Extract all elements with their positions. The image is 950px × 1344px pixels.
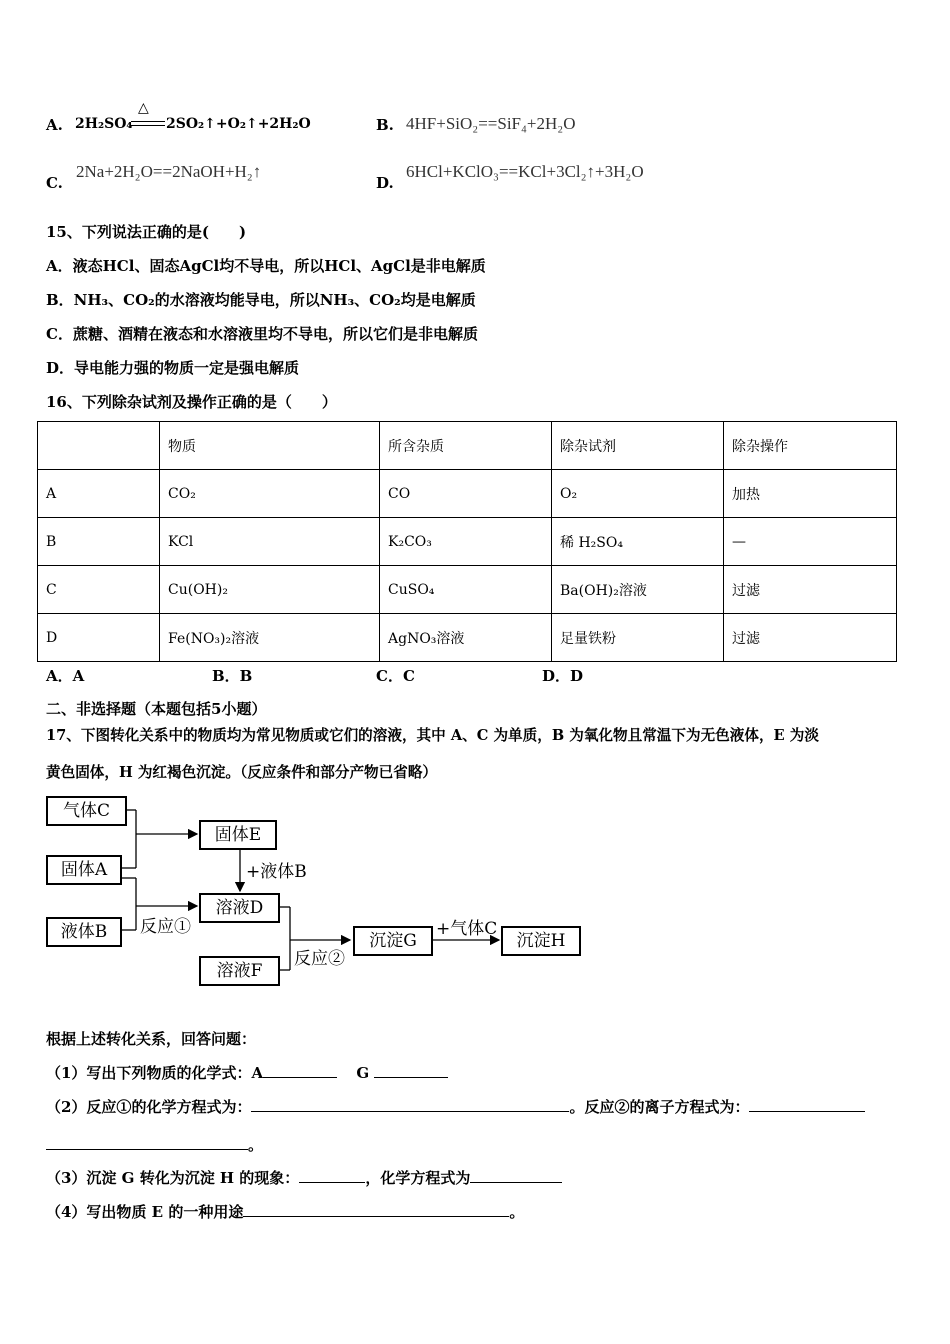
answer-blank-phenomenon[interactable]	[299, 1168, 365, 1183]
q14-option-b-label: B.	[376, 116, 394, 134]
table-cell: C	[38, 566, 160, 614]
table-cell: Fe(NO₃)₂溶液	[160, 614, 380, 662]
answer-blank-reaction2-a[interactable]	[749, 1097, 865, 1112]
table-cell: 过滤	[724, 566, 897, 614]
q17-part2-mid: 。反应②的离子方程式为：	[569, 1098, 750, 1116]
table-cell: Ba(OH)₂溶液	[552, 566, 724, 614]
table-cell: 过滤	[724, 614, 897, 662]
table-header-cell: 除杂试剂	[552, 422, 724, 470]
answer-blank-equation[interactable]	[470, 1168, 562, 1183]
q17-part2-text: （2）反应①的化学方程式为：	[46, 1098, 252, 1116]
table-cell: AgNO₃溶液	[380, 614, 552, 662]
q17-part4-end: 。	[509, 1203, 525, 1221]
table-cell: K₂CO₃	[380, 518, 552, 566]
table-cell: —	[724, 518, 897, 566]
table-cell: KCl	[160, 518, 380, 566]
box-solid-a: 固体A	[46, 855, 122, 885]
table-cell: 稀 H₂SO₄	[552, 518, 724, 566]
box-gas-c: 气体C	[46, 796, 127, 826]
answer-blank-reaction2-b[interactable]	[46, 1135, 248, 1150]
q17-part1	[46, 1062, 448, 1083]
box-solid-e: 固体E	[199, 820, 277, 850]
q14-option-a-condition: △	[138, 100, 149, 116]
table-cell: B	[38, 518, 160, 566]
q16-answer-d: D．D	[542, 667, 584, 685]
q17-part1-g-label: G	[356, 1064, 370, 1082]
table-header-cell: 所含杂质	[380, 422, 552, 470]
q15-option-b: B．NH₃、CO₂的水溶液均能导电，所以NH₃、CO₂均是电解质	[46, 291, 476, 309]
answer-blank-use[interactable]	[243, 1202, 509, 1217]
table-header-cell: 物质	[160, 422, 380, 470]
q15-option-d: D．导电能力强的物质一定是强电解质	[46, 359, 300, 377]
box-solution-f: 溶液F	[199, 956, 280, 986]
label-plus-gas-c: +气体C	[436, 919, 498, 939]
answer-blank-reaction1[interactable]	[251, 1097, 569, 1112]
q14-option-a-left: 2H₂SO₄	[75, 116, 133, 132]
box-precipitate-h: 沉淀H	[501, 926, 581, 956]
q17-stem-line2: 黄色固体，H 为红褐色沉淀。（反应条件和部分产物已省略）	[46, 764, 438, 781]
q17-part3	[46, 1167, 562, 1188]
q17-part2-cont	[46, 1134, 263, 1155]
section-title: 二、非选择题（本题包括5小题）	[46, 700, 267, 718]
q16-answer-a: A．A	[46, 667, 85, 685]
table-cell: CO	[380, 470, 552, 518]
q14-option-d-label: D.	[376, 174, 394, 192]
label-reaction-2: 反应②	[294, 949, 345, 969]
q14-option-a-label: A.	[46, 116, 63, 134]
table-cell: A	[38, 470, 160, 518]
box-solution-d: 溶液D	[199, 893, 280, 923]
table-cell: CuSO₄	[380, 566, 552, 614]
table-cell: CO₂	[160, 470, 380, 518]
q17-stem-line1: 17、下图转化关系中的物质均为常见物质或它们的溶液，其中 A、C 为单质，B 为氧化物且常温下为无色液体，E 为淡	[46, 727, 819, 744]
table-header-cell: 除杂操作	[724, 422, 897, 470]
table-cell: 足量铁粉	[552, 614, 724, 662]
table-cell: 加热	[724, 470, 897, 518]
q14-option-b-equation: 4HF+SiO₂==SiF₄+2H₂O	[406, 114, 576, 133]
table-cell: O₂	[552, 470, 724, 518]
q17-part2	[46, 1096, 865, 1117]
q14-option-a-right: 2SO₂↑+O₂↑+2H₂O	[166, 116, 311, 132]
label-reaction-1: 反应①	[140, 917, 191, 937]
q17-part3-text: （3）沉淀 G 转化为沉淀 H 的现象：	[46, 1169, 300, 1187]
q14-option-d-equation: 6HCl+KClO₃==KCl+3Cl₂↑+3H₂O	[406, 162, 644, 181]
q14-option-c-equation: 2Na+2H₂O==2NaOH+H₂↑	[76, 162, 262, 181]
box-liquid-b: 液体B	[46, 917, 122, 947]
answer-blank-a[interactable]	[263, 1063, 337, 1078]
q15-option-c: C．蔗糖、酒精在液态和水溶液里均不导电，所以它们是非电解质	[46, 325, 478, 343]
box-precipitate-g: 沉淀G	[353, 926, 433, 956]
label-plus-liquid-b: +液体B	[246, 862, 307, 882]
answer-blank-g[interactable]	[374, 1063, 448, 1078]
q14-option-c-label: C.	[46, 174, 63, 192]
q17-part2-end: 。	[248, 1136, 264, 1154]
q17-part1-text: （1）写出下列物质的化学式：A	[46, 1064, 264, 1082]
table-cell: D	[38, 614, 160, 662]
q17-intro: 根据上述转化关系，回答问题：	[46, 1030, 257, 1048]
q17-part4-text: （4）写出物质 E 的一种用途	[46, 1203, 244, 1221]
q16-answer-b: B．B	[212, 667, 253, 685]
q15-option-a: A．液态HCl、固态AgCl均不导电，所以HCl、AgCl是非电解质	[46, 257, 486, 275]
q16-stem: 16、下列除杂试剂及操作正确的是（ ）	[46, 393, 337, 411]
q17-part4	[46, 1201, 524, 1222]
table-cell: Cu(OH)₂	[160, 566, 380, 614]
q17-part3-mid: ，化学方程式为	[365, 1169, 471, 1187]
q15-stem: 15、下列说法正确的是( )	[46, 223, 247, 241]
q16-answer-c: C．C	[376, 667, 415, 685]
